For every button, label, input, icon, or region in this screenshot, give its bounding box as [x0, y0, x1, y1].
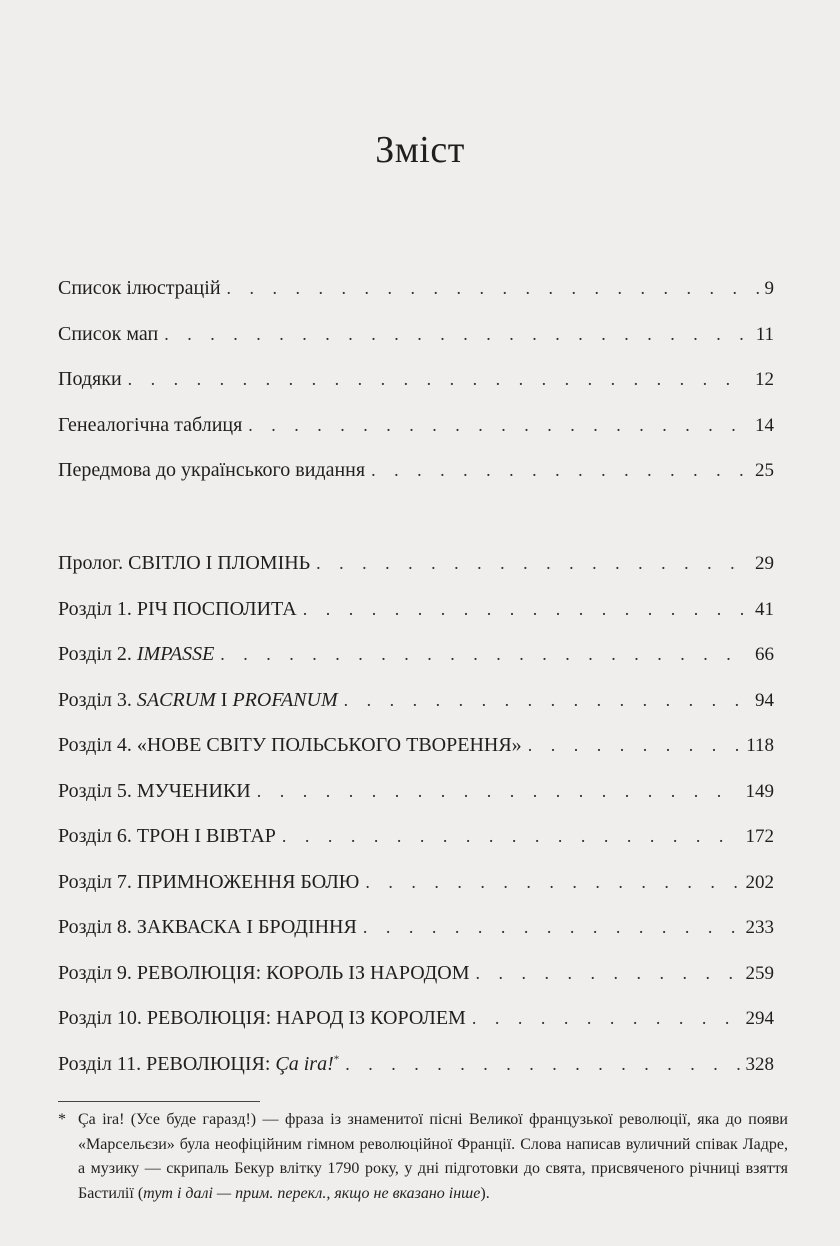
footnote-divider — [58, 1101, 260, 1102]
chapter-page: 172 — [745, 826, 774, 847]
toc-entry[interactable] — [58, 368, 774, 414]
toc-entry-page: 14 — [755, 414, 774, 436]
chapter-page: 202 — [745, 871, 774, 893]
footnote-reference[interactable]: * — [333, 1052, 340, 1065]
dot-leader — [128, 369, 749, 390]
dot-leader — [528, 735, 741, 756]
toc-front-matter — [58, 277, 774, 505]
chapter-label: Розділ 11. РЕВОЛЮЦІЯ: Ça ira!* — [58, 1052, 340, 1075]
chapter-page: 328 — [745, 1053, 774, 1075]
toc-chapter[interactable] — [58, 871, 774, 917]
chapter-label: Розділ 2. IMPASSE — [58, 643, 215, 665]
chapter-page: 149 — [745, 780, 774, 802]
dot-leader — [227, 278, 759, 299]
chapter-label: Розділ 5. МУЧЕНИКИ — [58, 779, 251, 802]
toc-entry[interactable] — [58, 323, 774, 369]
toc-entry-page: 25 — [755, 460, 774, 481]
chapter-label: Розділ 7. ПРИМНОЖЕННЯ БОЛЮ — [58, 870, 360, 893]
toc-chapters — [58, 552, 774, 1098]
chapter-label: Пролог. СВІТЛО І ПЛОМІНЬ — [58, 552, 311, 574]
toc-chapter[interactable] — [58, 643, 774, 689]
toc-chapter[interactable] — [58, 552, 774, 598]
dot-leader — [316, 553, 749, 574]
toc-entry[interactable] — [58, 414, 774, 460]
toc-entry-page: 11 — [755, 323, 774, 345]
toc-chapter[interactable] — [58, 598, 774, 644]
toc-entry[interactable] — [58, 277, 774, 323]
dot-leader — [345, 1054, 739, 1075]
toc-entry-page: 12 — [755, 369, 774, 390]
page-title: Зміст — [375, 129, 465, 171]
footnote-text: Ça ira! (Усе буде гаразд!) — фраза із знаменитої пісні Великої французької революції, яка до появи «Марсельєзи» була неофіційним гімном революційної Франції. Слова написав вуличний співак Ладре, а музику — скрипаль Бекур влітку 1790 року, у дні підготовки до свята, присвяченого річниці взяття Бастилії (тут і далі — прим. перекл., якщо не вказано інше). — [78, 1111, 788, 1202]
footnote-mark: * — [58, 1111, 66, 1128]
dot-leader — [282, 826, 740, 847]
toc-chapter[interactable] — [58, 1053, 774, 1099]
chapter-page: 294 — [745, 1008, 774, 1029]
toc-entry[interactable] — [58, 459, 774, 505]
dot-leader — [248, 415, 749, 436]
toc-entry-label: Список ілюстрацій — [58, 277, 221, 299]
dot-leader — [476, 963, 740, 984]
chapter-page: 41 — [755, 598, 774, 620]
chapter-page: 29 — [755, 553, 774, 574]
toc-chapter[interactable] — [58, 825, 774, 871]
toc-entry-label: Передмова до українського видання — [58, 459, 366, 481]
dot-leader — [257, 781, 740, 802]
toc-entry-page: 9 — [764, 278, 774, 299]
chapter-page: 118 — [746, 735, 774, 756]
toc-chapter[interactable] — [58, 962, 774, 1008]
chapter-label: Розділ 3. SACRUM І PROFANUM — [58, 688, 338, 711]
dot-leader — [344, 690, 749, 711]
chapter-page: 66 — [755, 644, 774, 665]
chapter-page: 94 — [755, 689, 774, 711]
dot-leader — [164, 324, 750, 345]
dot-leader — [472, 1008, 740, 1029]
toc-chapter[interactable] — [58, 689, 774, 735]
chapter-label: Розділ 9. РЕВОЛЮЦІЯ: КОРОЛЬ ІЗ НАРОДОМ — [58, 961, 470, 984]
dot-leader — [365, 872, 739, 893]
chapter-label: Розділ 4. «НОВЕ СВІТУ ПОЛЬСЬКОГО ТВОРЕННЯ» — [58, 734, 522, 756]
chapter-page: 259 — [745, 962, 774, 984]
dot-leader — [363, 917, 740, 938]
toc-entry-label: Список мап — [58, 322, 159, 345]
toc-chapter[interactable] — [58, 1007, 774, 1053]
chapter-label: Розділ 1. РІЧ ПОСПОЛИТА — [58, 597, 297, 620]
chapter-page: 233 — [745, 917, 774, 938]
dot-leader — [371, 460, 749, 481]
toc-chapter[interactable] — [58, 734, 774, 780]
dot-leader — [303, 599, 749, 620]
toc-entry-label: Подяки — [58, 368, 122, 390]
footnote — [58, 1108, 788, 1206]
chapter-label: Розділ 6. ТРОН І ВІВТАР — [58, 825, 276, 847]
chapter-label: Розділ 8. ЗАКВАСКА І БРОДІННЯ — [58, 916, 357, 938]
chapter-label: Розділ 10. РЕВОЛЮЦІЯ: НАРОД ІЗ КОРОЛЕМ — [58, 1007, 466, 1029]
toc-entry-label: Генеалогічна таблиця — [58, 413, 243, 436]
toc-chapter[interactable] — [58, 780, 774, 826]
dot-leader — [220, 644, 749, 665]
toc-chapter[interactable] — [58, 916, 774, 962]
